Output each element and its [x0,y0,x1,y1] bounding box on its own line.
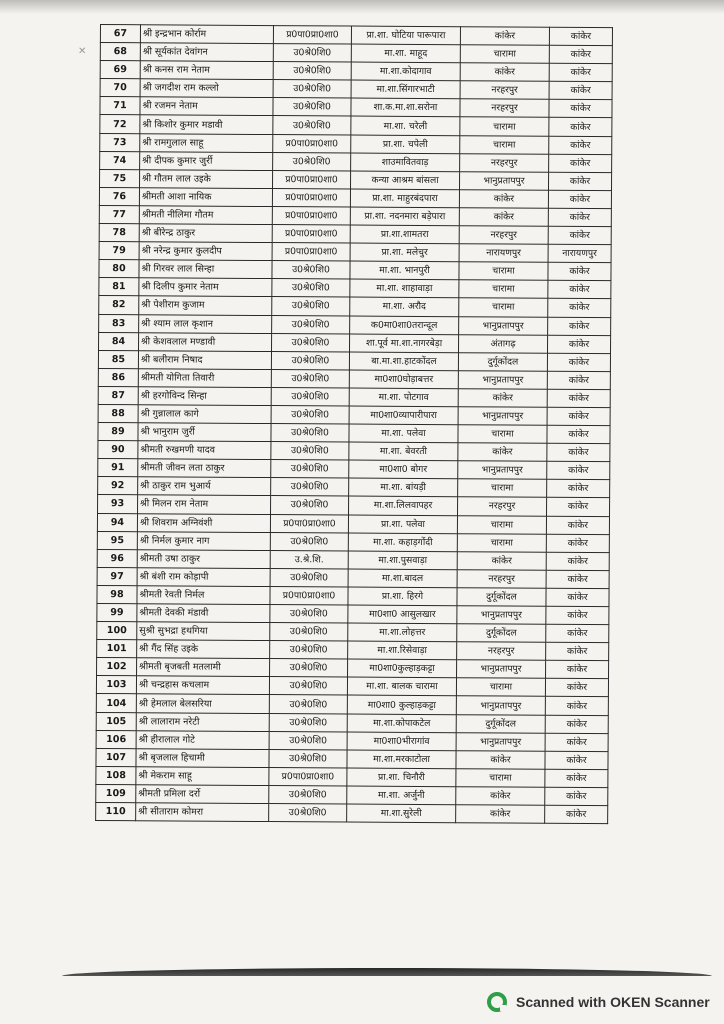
designation-cell: प्र0पा0प्रा0शा0 [270,586,348,605]
block-name-cell: कांकेर [458,443,547,462]
district-name-cell: कांकेर [547,461,610,479]
teacher-name-cell: श्री मेकराम साहू [136,767,269,786]
designation-cell: प्र0पा0प्रा0शा0 [272,188,350,207]
school-name-cell: मा.शा. कहाड़गोंदी [348,533,457,552]
district-name-cell: कांकेर [549,45,612,63]
district-name-cell: कांकेर [545,751,608,769]
block-name-cell: चारामा [456,769,545,788]
teacher-name-cell: श्री कनस राम नेताम [140,61,273,80]
serial-number-cell: 71 [100,97,140,115]
teacher-name-cell: श्री सूर्यकांत देवांगन [140,43,273,62]
block-name-cell: भानुप्रतापपुर [456,696,545,715]
teacher-name-cell: श्री गुन्नालाल कागे [138,405,271,424]
teacher-name-cell: श्री केशवलाल मण्डावी [139,332,272,351]
designation-cell: उ0श्रे0शि0 [269,677,347,696]
teacher-name-cell: श्रीमती बृजबती मतलामी [137,658,270,677]
designation-cell: उ0श्रे0शि0 [271,406,349,425]
serial-number-cell: 94 [97,513,137,531]
serial-number-cell: 110 [96,803,136,821]
block-name-cell: दुर्गूकोंदल [457,588,546,607]
block-name-cell: कांकेर [459,190,548,209]
scanner-footer [486,991,710,1013]
block-name-cell: भानुप्रतापपुर [457,660,546,679]
designation-cell: उ0श्रे0शि0 [273,98,351,117]
block-name-cell: चारामा [457,515,546,534]
serial-number-cell: 86 [98,368,138,386]
district-name-cell: कांकेर [547,335,610,353]
school-name-cell: मा.शा.मरकाटोला [347,750,456,769]
teacher-name-cell: श्री जगदीश राम कल्लो [140,79,273,98]
designation-cell: उ0श्रे0शि0 [269,804,347,823]
block-name-cell: कांकेर [457,551,546,570]
block-name-cell: कांकेर [458,389,547,408]
table-body [96,25,613,824]
teacher-name-cell: श्री बीरेन्द्र ठाकुर [139,224,272,243]
district-name-cell: कांकेर [546,661,609,679]
school-name-cell: शा.पूर्व मा.शा.नागरबेड़ा [350,334,459,353]
school-name-cell: मा.शा. पलेवा [349,424,458,443]
teacher-name-cell: श्री शिवराम अग्निवंशी [137,513,270,532]
designation-cell: उ0श्रे0शि0 [271,369,349,388]
block-name-cell: कांकेर [456,750,545,769]
designation-cell: उ0श्रे0शि0 [271,442,349,461]
designation-cell: प्र0पा0प्रा0शा0 [272,225,350,244]
block-name-cell: चारामा [459,280,548,299]
teacher-name-cell: श्रीमती नीलिमा गौतम [139,206,272,225]
serial-number-cell: 69 [100,61,140,79]
designation-cell: उ.श्रे.शि. [270,550,348,569]
block-name-cell: चारामा [456,678,545,697]
district-name-cell: कांकेर [548,317,611,335]
district-name-cell: कांकेर [549,100,612,118]
school-name-cell: मा.शा. पोटगाव [349,388,458,407]
teacher-name-cell: श्री गिरवर लाल सिन्हा [139,260,272,279]
teacher-name-cell: श्री निर्मल कुमार नाग [137,531,270,550]
school-name-cell: मा.शा.कोदागाव [351,62,460,81]
designation-cell: उ0श्रे0शि0 [269,695,347,714]
teacher-name-cell: श्री बलीराम निषाद [138,350,271,369]
district-name-cell: कांकेर [545,679,608,697]
block-name-cell: चारामा [460,135,549,154]
school-name-cell: मा.शा. चरेली [351,117,460,136]
school-name-cell: मा.शा.बादल [348,569,457,588]
district-name-cell: कांकेर [548,190,611,208]
designation-cell: उ0श्रे0शि0 [273,44,351,63]
school-name-cell: मा0शा0कुल्हाड़कट्टा [348,659,457,678]
document-page [95,24,612,824]
scan-top-shadow [0,0,724,14]
teacher-name-cell: श्री इन्द्रभान कोर्राम [140,25,273,44]
school-name-cell: मा0शा0व्यापारीपारा [349,406,458,425]
serial-number-cell: 109 [96,784,136,802]
serial-number-cell: 105 [96,712,136,730]
designation-cell: प्र0पा0प्रा0शा0 [270,514,348,533]
serial-number-cell: 84 [99,332,139,350]
school-name-cell: प्रा.शा. पलेवा [348,515,457,534]
school-name-cell: मा.शा. बांयड़ी [349,478,458,497]
district-name-cell: कांकेर [549,136,612,154]
block-name-cell: भानुप्रतापपुर [459,316,548,335]
serial-number-cell: 98 [97,585,137,603]
block-name-cell: नरहरपुर [460,99,549,118]
district-name-cell: कांकेर [546,588,609,606]
school-name-cell: मा.शा.लिलवापहर [349,496,458,515]
school-name-cell: प्रा.शा. घोटिया पारूपारा [351,26,460,45]
designation-cell: उ0श्रे0शि0 [273,62,351,81]
designation-cell: उ0श्रे0शि0 [270,641,348,660]
designation-cell: उ0श्रे0शि0 [271,496,349,515]
designation-cell: उ0श्रे0शि0 [270,605,348,624]
school-name-cell: प्रा.शा. मलेचुर [350,243,459,262]
designation-cell: उ0श्रे0शि0 [269,731,347,750]
block-name-cell: दुर्गूकोंदल [458,352,547,371]
teacher-name-cell: श्री किशोर कुमार मडावी [140,115,273,134]
serial-number-cell: 80 [99,260,139,278]
district-name-cell: कांकेर [546,606,609,624]
district-name-cell: कांकेर [546,552,609,570]
block-name-cell: चारामा [460,117,549,136]
school-name-cell: मा.शा.कोपाकटेल [347,714,456,733]
serial-number-cell: 83 [99,314,139,332]
designation-cell: उ0श्रे0शि0 [273,116,351,135]
district-name-cell: कांकेर [548,172,611,190]
teacher-name-cell: श्री रामगुलाल साहू [140,133,273,152]
teacher-name-cell: श्री ठाकुर राम भुआर्य [138,477,271,496]
district-name-cell: कांकेर [545,805,608,823]
school-name-cell: क0मा0शा0तरान्दूल [350,316,459,335]
block-name-cell: नरहरपुर [457,570,546,589]
teacher-name-cell: श्री दीपक कुमार जुर्री [140,151,273,170]
district-name-cell: कांकेर [547,498,610,516]
district-name-cell: कांकेर [547,371,610,389]
teacher-name-cell: श्री नरेन्द्र कुमार कुलदीप [139,242,272,261]
school-name-cell: मा0शा0 कुल्हाड़कट्टा [347,695,456,714]
serial-number-cell: 67 [100,25,140,43]
teacher-name-cell: श्री बृजलाल हिचामी [136,748,269,767]
school-name-cell: मा0शा0भीरागांव [347,732,456,751]
block-name-cell: नरहरपुर [457,642,546,661]
teacher-name-cell: श्रीमती उषा ठाकुर [137,549,270,568]
teacher-name-cell: श्रीमती योगिता तिवारी [138,369,271,388]
block-name-cell: नरहरपुर [458,497,547,516]
serial-number-cell: 93 [98,495,138,513]
district-name-cell: कांकेर [547,443,610,461]
block-name-cell: कांकेर [460,27,549,46]
district-name-cell: कांकेर [549,27,612,45]
teacher-name-cell: श्री गैंद सिंह उइके [137,640,270,659]
district-name-cell: कांकेर [549,154,612,172]
serial-number-cell: 78 [99,224,139,242]
block-name-cell: भानुप्रतापपुर [458,461,547,480]
serial-number-cell: 88 [98,404,138,422]
serial-number-cell: 72 [100,115,140,133]
block-name-cell: चारामा [459,298,548,317]
district-name-cell: कांकेर [545,697,608,715]
serial-number-cell: 77 [99,205,139,223]
school-name-cell: मा.शा. बेवरती [349,442,458,461]
designation-cell: प्र0पा0प्रा0शा0 [269,767,347,786]
block-name-cell: दुर्गूकोंदल [457,624,546,643]
district-name-cell: कांकेर [548,226,611,244]
block-name-cell: चारामा [460,45,549,64]
school-name-cell: मा.शा. भानपुरी [350,261,459,280]
block-name-cell: कांकेर [460,63,549,82]
school-name-cell: कन्या आश्रम बांसला [350,171,459,190]
oken-scanner-logo-icon [486,991,508,1013]
designation-cell: उ0श्रे0शि0 [271,387,349,406]
serial-number-cell: 87 [98,386,138,404]
serial-number-cell: 95 [97,531,137,549]
school-name-cell: प्रा.शा. माहुरबंदपारा [350,189,459,208]
serial-number-cell: 74 [100,151,140,169]
block-name-cell: भानुप्रतापपुर [456,732,545,751]
serial-number-cell: 75 [100,169,140,187]
designation-cell: उ0श्रे0शि0 [272,279,350,298]
district-name-cell: कांकेर [546,534,609,552]
school-name-cell: मा.शा. माहूद [351,44,460,63]
school-name-cell: प्रा.शा. चिनौरी [347,768,456,787]
serial-number-cell: 104 [96,694,136,712]
serial-number-cell: 101 [97,640,137,658]
designation-cell: उ0श्रे0शि0 [269,713,347,732]
school-name-cell: प्रा.शा.शामतरा [350,225,459,244]
serial-number-cell: 76 [99,187,139,205]
teacher-name-cell: श्री लालाराम नरेटी [136,712,269,731]
school-name-cell: प्रा.शा. चपेली [351,135,460,154]
serial-number-cell: 90 [98,441,138,459]
designation-cell: उ0श्रे0शि0 [269,749,347,768]
designation-cell: उ0श्रे0शि0 [271,424,349,443]
district-name-cell: कांकेर [545,769,608,787]
school-name-cell: मा.शा. शाहावाड़ा [350,279,459,298]
district-name-cell: कांकेर [549,118,612,136]
teacher-name-cell: श्रीमती रुखमणी यादव [138,441,271,460]
district-name-cell: कांकेर [549,82,612,100]
teacher-list-table [95,24,613,824]
teacher-name-cell: श्री सीताराम कोमरा [136,803,269,822]
serial-number-cell: 79 [99,242,139,260]
block-name-cell: कांकेर [459,208,548,227]
district-name-cell: नारायणपुर [548,244,611,262]
block-name-cell: भानुप्रतापपुर [458,370,547,389]
teacher-name-cell: श्री दिलीप कुमार नेताम [139,278,272,297]
designation-cell: उ0श्रे0शि0 [272,333,350,352]
district-name-cell: कांकेर [546,516,609,534]
block-name-cell: भानुप्रतापपुर [459,171,548,190]
block-name-cell: नरहरपुर [460,153,549,172]
table-row [96,803,608,824]
school-name-cell: मा.शा. बालक चारामा [347,677,456,696]
school-name-cell: शाउमावितवाड़ [351,153,460,172]
district-name-cell: कांकेर [547,389,610,407]
serial-number-cell: 73 [100,133,140,151]
designation-cell: प्र0पा0प्रा0शा0 [273,26,351,45]
designation-cell: प्र0पा0प्रा0शा0 [272,170,350,189]
serial-number-cell: 97 [97,567,137,585]
block-name-cell: भानुप्रतापपुर [458,407,547,426]
teacher-name-cell: श्री गौतम लाल उइके [140,169,273,188]
designation-cell: उ0श्रे0शि0 [272,261,350,280]
school-name-cell: मा.शा.सुरेली [347,804,456,823]
block-name-cell: अंतागढ़ [459,334,548,353]
teacher-name-cell: श्रीमती आशा नायिक [139,188,272,207]
district-name-cell: कांकेर [546,642,609,660]
district-name-cell: कांकेर [548,208,611,226]
school-name-cell: प्रा.शा. हिरगे [348,587,457,606]
block-name-cell: नरहरपुर [459,226,548,245]
serial-number-cell: 85 [98,350,138,368]
serial-number-cell: 68 [100,43,140,61]
block-name-cell: चारामा [458,479,547,498]
designation-cell: उ0श्रे0शि0 [271,478,349,497]
block-name-cell: चारामा [459,262,548,281]
district-name-cell: कांकेर [545,715,608,733]
designation-cell: उ0श्रे0शि0 [271,351,349,370]
district-name-cell: कांकेर [547,407,610,425]
designation-cell: उ0श्रे0शि0 [271,460,349,479]
designation-cell: प्र0पा0प्रा0शा0 [273,134,351,153]
district-name-cell: कांकेर [547,425,610,443]
district-name-cell: कांकेर [547,353,610,371]
block-name-cell: चारामा [458,425,547,444]
teacher-name-cell: श्रीमती जीवन लता ठाकुर [138,459,271,478]
teacher-name-cell: श्री श्याम लाल कृशान [139,314,272,333]
district-name-cell: कांकेर [545,733,608,751]
block-name-cell: कांकेर [456,787,545,806]
serial-number-cell: 70 [100,79,140,97]
teacher-name-cell: श्री चन्द्रहास कचलाम [136,676,269,695]
school-name-cell: शा.क.मा.शा.सरोना [351,98,460,117]
scan-bottom-edge [62,968,712,976]
district-name-cell: कांकेर [548,281,611,299]
designation-cell: उ0श्रे0शि0 [270,623,348,642]
teacher-name-cell: सुश्री सुभद्रा हथगिया [137,622,270,641]
block-name-cell: नरहरपुर [460,81,549,100]
pencil-mark: ✕ [78,46,87,57]
teacher-name-cell: श्री हीरालाल गोटे [136,730,269,749]
school-name-cell: मा.शा.पुसवाड़ा [348,551,457,570]
school-name-cell: मा.शा. अरौद [350,297,459,316]
school-name-cell: प्रा.शा. नदनमारा बड़ेपारा [350,207,459,226]
serial-number-cell: 108 [96,766,136,784]
school-name-cell: मा.शा.रिसेवाड़ा [348,641,457,660]
teacher-name-cell: श्री हेमलाल बेलसरिया [136,694,269,713]
serial-number-cell: 81 [99,278,139,296]
designation-cell: उ0श्रे0शि0 [273,80,351,99]
serial-number-cell: 96 [97,549,137,567]
scanner-footer-text: Scanned with OKEN Scanner [516,994,710,1010]
school-name-cell: मा.शा.सिंगारभाटी [351,80,460,99]
school-name-cell: मा0शा0 बोगर [349,460,458,479]
designation-cell: उ0श्रे0शि0 [272,315,350,334]
serial-number-cell: 103 [96,676,136,694]
serial-number-cell: 89 [98,423,138,441]
district-name-cell: कांकेर [545,787,608,805]
school-name-cell: बा.मा.शा.हाटकोंदल [349,352,458,371]
serial-number-cell: 102 [97,658,137,676]
district-name-cell: कांकेर [549,63,612,81]
teacher-name-cell: श्री पेशीराम कुजाम [139,296,272,315]
serial-number-cell: 107 [96,748,136,766]
teacher-name-cell: श्री भानुराम जुर्री [138,423,271,442]
district-name-cell: कांकेर [547,480,610,498]
designation-cell: उ0श्रे0शि0 [270,659,348,678]
district-name-cell: कांकेर [548,299,611,317]
district-name-cell: कांकेर [548,262,611,280]
serial-number-cell: 106 [96,730,136,748]
teacher-name-cell: श्री रजमन नेताम [140,97,273,116]
designation-cell: उ0श्रे0शि0 [270,568,348,587]
serial-number-cell: 82 [99,296,139,314]
teacher-name-cell: श्री बंशी राम कोड़ापी [137,568,270,587]
teacher-name-cell: श्रीमती देवकी मंडावी [137,604,270,623]
block-name-cell: कांकेर [456,805,545,824]
school-name-cell: मा0शा0घोड़ाबत्तर [349,370,458,389]
designation-cell: उ0श्रे0शि0 [273,152,351,171]
teacher-name-cell: श्री हरगोविन्द सिन्हा [138,387,271,406]
district-name-cell: कांकेर [546,624,609,642]
block-name-cell: भानुप्रतापपुर [457,606,546,625]
designation-cell: उ0श्रे0शि0 [272,297,350,316]
teacher-name-cell: श्रीमती रेवती निर्मल [137,586,270,605]
serial-number-cell: 91 [98,459,138,477]
district-name-cell: कांकेर [546,570,609,588]
school-name-cell: मा.शा. अर्जुनी [347,786,456,805]
block-name-cell: दुर्गूकोंदल [456,714,545,733]
block-name-cell: चारामा [457,533,546,552]
designation-cell: प्र0पा0प्रा0शा0 [272,206,350,225]
designation-cell: उ0श्रे0शि0 [270,532,348,551]
serial-number-cell: 100 [97,622,137,640]
teacher-name-cell: श्रीमती प्रमिला दर्रो [136,785,269,804]
serial-number-cell: 99 [97,603,137,621]
designation-cell: प्र0पा0प्रा0शा0 [272,243,350,262]
school-name-cell: मा.शा.लोहत्तर [348,623,457,642]
block-name-cell: नारायणपुर [459,244,548,263]
school-name-cell: मा0शा0 आसुलखार [348,605,457,624]
teacher-name-cell: श्री मिलन राम नेताम [138,495,271,514]
serial-number-cell: 92 [98,477,138,495]
designation-cell: उ0श्रे0शि0 [269,785,347,804]
